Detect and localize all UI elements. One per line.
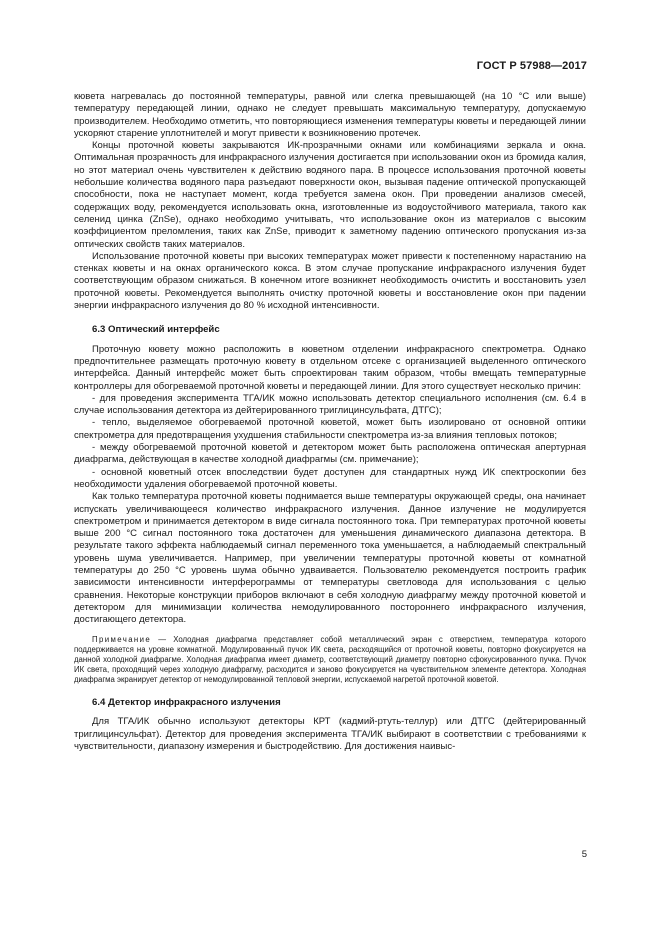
document-id: ГОСТ Р 57988—2017	[476, 60, 587, 72]
note-text: — Холодная диафрагма представляет собой металлический экран с отверстием, температура которого поддерживается на уровне комнатной. Модулированный пучок ИК света, расходящийся от проточной кюветы, повторно фокусируется на данной холодной диафрагме. Холодная диафрагма имеет диаметр, соответствующий диаметру повторно сфокусированного пучка. Пучок ИК света, проходящий через холодную диафрагму, расходится и заново фокусируется на чувствительном элементе детектора. Холодная диафрагма экранирует детектор от немодулированной тепловой энергии, испускаемой нагретой проточной кюветой.	[74, 635, 586, 685]
note-label: Примечание	[92, 635, 152, 645]
page-number: 5	[581, 849, 587, 860]
list-item: - тепло, выделяемое обогреваемой проточной кюветой, может быть изолировано от основной оптики спектрометра для предотвращения ухудшения стабильности спектрометра из-за влияния тепловых потоков;	[74, 417, 586, 441]
list-item: - основной кюветный отсек впоследствии будет доступен для стандартных нужд ИК спектроскопии без необходимости удаления обогреваемой проточной кюветы.	[74, 466, 586, 490]
paragraph-optical-intro: Проточную кювету можно расположить в кюветном отделении инфракрасного спектрометра. Однако предпочтительнее размещать проточную кювету в отдельном отсеке с организацией выделенного оптического интерфейса. Данный интерфейс может быть спроектирован таким образом, чтобы вмещать температурные контроллеры для обогреваемой проточной кюветы и передающей линии. Для этого существует несколько причин:	[74, 343, 586, 392]
note	[74, 635, 586, 685]
section-heading-6-4: 6.4 Детектор инфракрасного излучения	[92, 697, 281, 708]
paragraph-windows: Концы проточной кюветы закрываются ИК-прозрачными окнами или комбинациями зеркала и окна. Оптимальная прозрачность для инфракрасного излучения достигается при использовании окон из бромида калия, но этот материал очень чувствителен к действию водяного пара. В процессе использования проточной кюветы небольшие количества водяного пара разъедают поверхности окон, вызывая падение оптической пропускающей способности, пока не наступает момент, когда требуется замена окон. При проведении анализов смесей, содержащих воду, рекомендуется использовать окна, изготовленные из водоустойчивого материала, такого как селенид цинка (ZnSe), однако необходимо учитывать, что использование окон из материалов с высоким коэффициентом преломления, таких как ZnSe, приводит к заметному падению оптического пропускания из-за оптических свойств таких материалов.	[74, 140, 586, 250]
paragraph-coke-buildup: Использование проточной кюветы при высоких температурах может привести к постепенному нарастанию на стенках кюветы и на окнах органического кокса. В этом случае пропускание инфракрасного излучения будет соответствующим образом снижаться. В конечном итоге возникнет необходимость очистить и восстановить узел проточной кюветы. Рекомендуется выполнять очистку проточной кюветы и восстановление окон при падении энергии инфракрасного излучения до 80 % исходной интенсивности.	[74, 250, 586, 312]
list-item: - между обогреваемой проточной кюветой и детектором может быть расположена оптическая апертурная диафрагма, действующая в качестве холодной диафрагмы (см. примечание);	[74, 442, 586, 466]
paragraph-detector: Для ТГА/ИК обычно используют детекторы КРТ (кадмий-ртуть-теллур) или ДТГС (дейтерированный триглицинсульфат). Детектор для проведения эксперимента ТГА/ИК выбирают в соответствии с требованиями к чувствительности, диапазону измерения и быстродействию. Для достижения наивыс-	[74, 716, 586, 752]
paragraph-ir-emission: Как только температура проточной кюветы поднимается выше температуры окружающей среды, она начинает испускать увеличивающееся количество инфракрасного излучения. Данное излучение не модулируется спектрометром и принимается детектором в виде сигнала постоянного тока. При температурах проточной кюветы выше 200 °C сигнал постоянного тока достаточен для уменьшения динамического диапазона детектора. В результате такого эффекта наблюдаемый сигнал переменного тока уменьшается, а наблюдаемый спектральный уровень шума увеличивается. Например, при увеличении температуры проточной кюветы от комнатной температуры до 250 °C уровень шума обычно удваивается. Пользователю рекомендуется построить график зависимости интенсивности интерферограммы от температуры светловода для использования с целью сравнения. Некоторые конструкции приборов включают в себя холодную диафрагму между проточной кюветой и детектором для минимизации количества немодулированного постороннего инфракрасного излучения, достигающего детектора.	[74, 491, 586, 626]
list-item: - для проведения эксперимента ТГА/ИК можно использовать детектор специального исполнения (см. 6.4 в случае использования детектора из дейтерированного триглицинсульфата, ДТГС);	[74, 392, 586, 417]
section-heading-6-3: 6.3 Оптический интерфейс	[92, 324, 220, 336]
paragraph-continuation: кювета нагревалась до постоянной температуры, равной или слегка превышающей (на 10 °C или выше) температуру передающей линии, однако не следует превышать максимальную температуру, допускаемую производителем. Необходимо отметить, что повторяющиеся изменения температуры кюветы и передающей линии ускоряют старение уплотнителей и могут привести к возникновению протечек.	[74, 91, 586, 139]
page-body	[74, 91, 586, 753]
